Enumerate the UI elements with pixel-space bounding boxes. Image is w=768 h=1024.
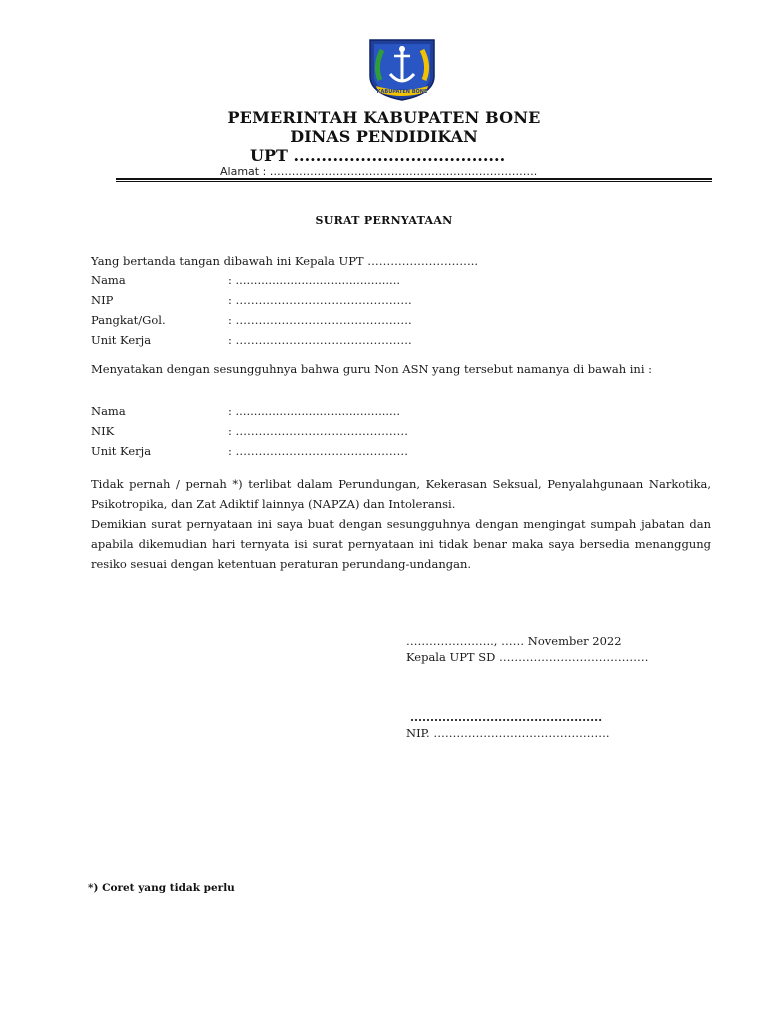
- signer-nip-value: : ……………………………………….: [228, 293, 412, 307]
- signer-name-label: Nama: [91, 273, 126, 287]
- teacher-unit-label: Unit Kerja: [91, 444, 152, 458]
- signer-name-value: : .............................................: [228, 273, 401, 287]
- closing-paragraph: Demikian surat pernyataan ini saya buat dengan sesungguhnya dengan mengingat sumpah jabatan dan apabila dikemudian hari ternyata isi surat pernyataan ini tidak benar maka saya bersedia menanggung resiko sesuai dengan ketentuan peraturan perundang-undangan.: [91, 517, 711, 571]
- signer-rank-value: : ……………………………………….: [228, 313, 412, 327]
- signer-nip-label: NIP: [91, 293, 114, 307]
- footnote: *) Coret yang tidak perlu: [88, 882, 235, 894]
- place-date: ………………….., …… November 2022: [406, 634, 622, 648]
- teacher-nik-label: NIK: [91, 424, 115, 438]
- teacher-name-value: : .............................................: [228, 404, 401, 418]
- signer-position: Kepala UPT SD …………………………………: [406, 650, 649, 664]
- signer-rank-label: Pangkat/Gol.: [91, 313, 166, 327]
- declaration-paragraph: Tidak pernah / pernah *) terlibat dalam Perundungan, Kekerasan Seksual, Penyalahgunaan Narkotika, Psikotropika, dan Zat Adiktif lainnya (NAPZA) dan Intoleransi.: [91, 477, 711, 511]
- letterhead-government: PEMERINTAH KABUPATEN BONE: [227, 108, 541, 127]
- kabupaten-bone-logo: [366, 36, 438, 102]
- logo-banner-text: KABUPATEN BONE: [376, 89, 428, 95]
- signer-name-line: ................................................: [410, 710, 603, 724]
- letterhead-agency: DINAS PENDIDIKAN: [290, 127, 478, 146]
- letterhead-upt: UPT ......................................: [250, 146, 506, 165]
- signer-unit-label: Unit Kerja: [91, 333, 152, 347]
- letterhead-rule-thick: [116, 178, 712, 180]
- signer-unit-value: : ……………………………………….: [228, 333, 412, 347]
- statement-text: Menyatakan dengan sesungguhnya bahwa guru Non ASN yang tersebut namanya di bawah ini :: [91, 362, 653, 376]
- letterhead-address: Alamat : ……………………………………………………………….: [220, 165, 538, 178]
- teacher-unit-value: : ………………………………………: [228, 444, 409, 458]
- document-title: SURAT PERNYATAAN: [315, 214, 453, 227]
- intro-text: Yang bertanda tangan dibawah ini Kepala UPT ………………………..: [91, 254, 479, 268]
- letterhead-rule-thin: [116, 181, 712, 182]
- teacher-name-label: Nama: [91, 404, 126, 418]
- signer-nip-line: NIP. ……………………………………….: [406, 726, 610, 740]
- teacher-nik-value: : ………………………………………: [228, 424, 409, 438]
